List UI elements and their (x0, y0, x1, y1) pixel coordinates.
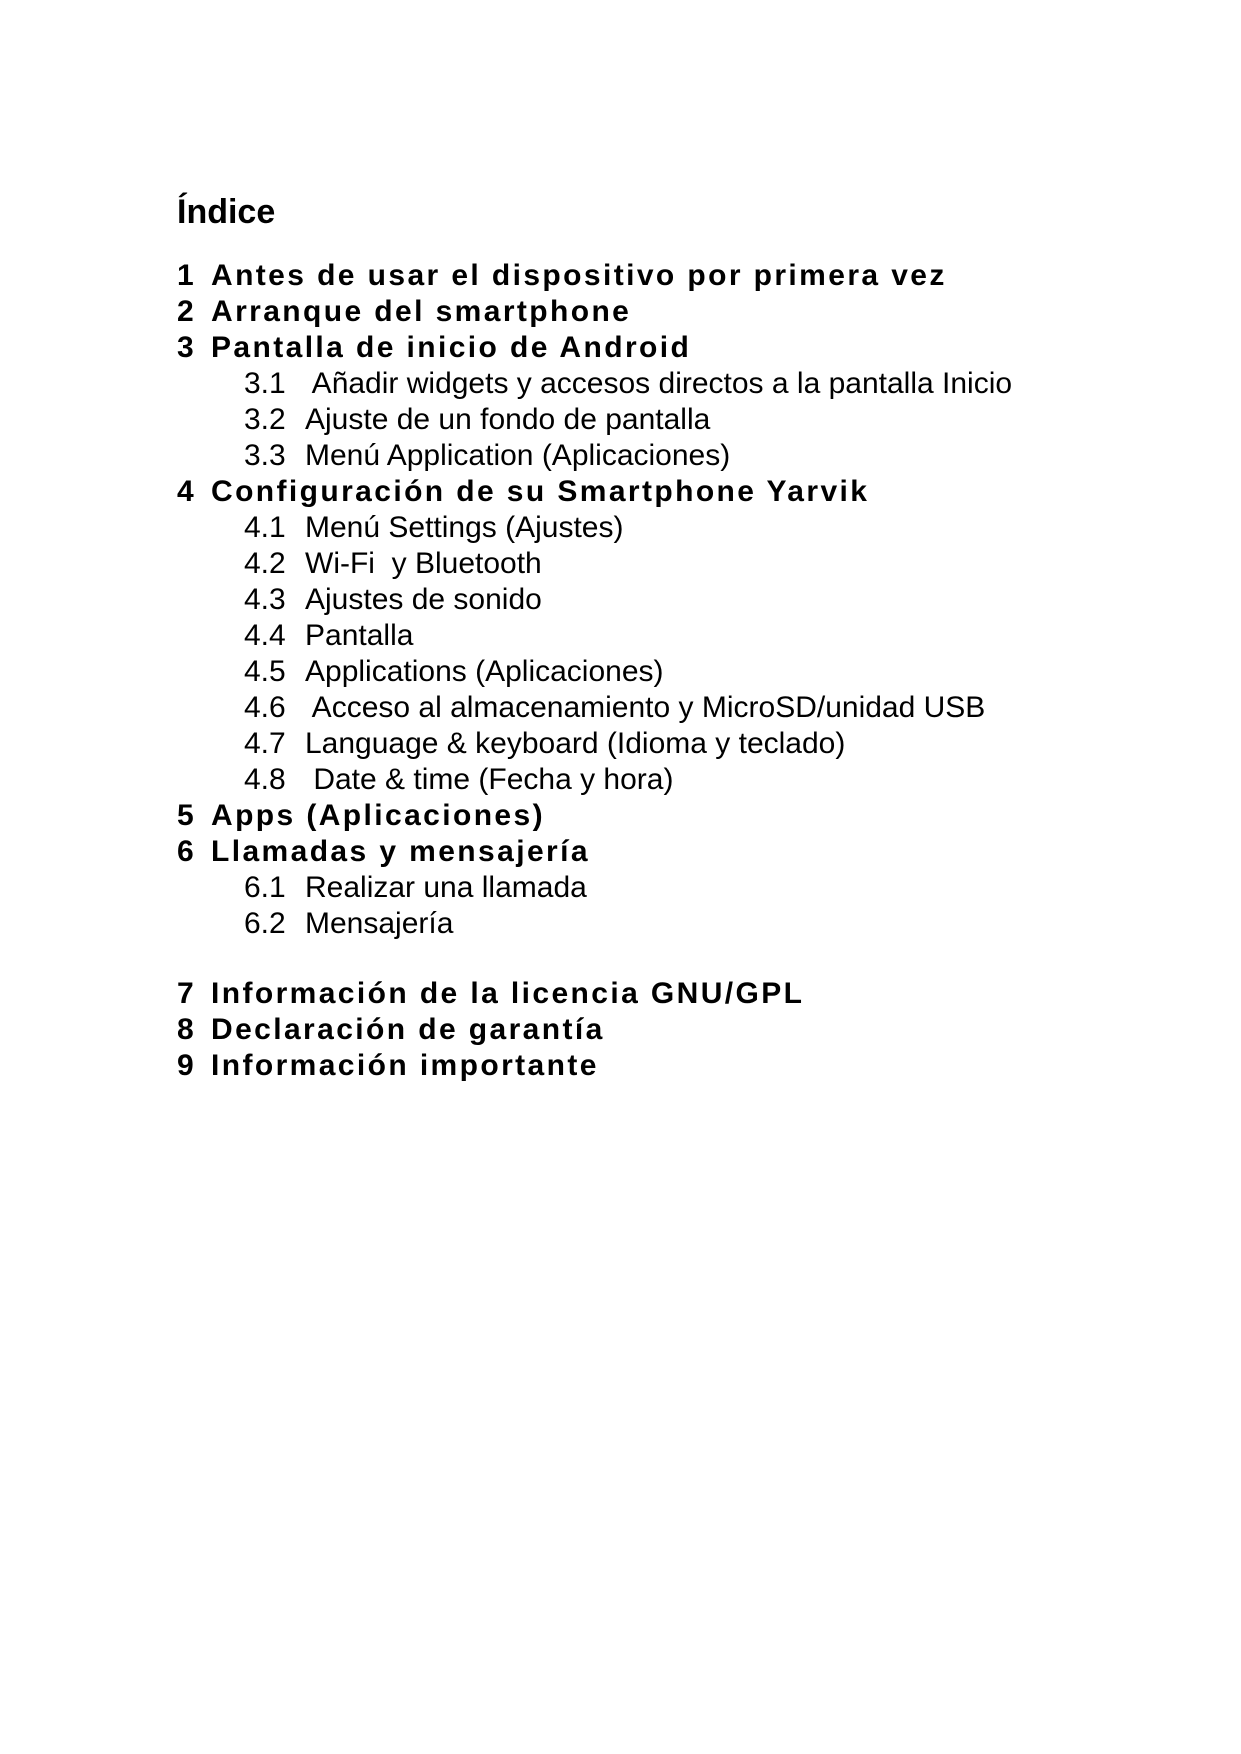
toc-entry-number: 9 (177, 1049, 197, 1082)
table-of-contents (177, 258, 1012, 1084)
toc-entry-number: 3.3 (244, 439, 286, 472)
toc-entry-title: Language & keyboard (Idioma y teclado) (305, 727, 846, 760)
toc-entry-number: 4.1 (244, 511, 286, 544)
toc-entry-title: Wi-Fi y Bluetooth (305, 547, 542, 580)
toc-section-entry (177, 690, 1012, 726)
toc-section-entry (177, 870, 1012, 906)
toc-entry-number: 4.4 (244, 619, 286, 652)
toc-section-entry (177, 726, 1012, 762)
toc-chapter-entry (177, 1048, 1012, 1084)
toc-entry-number: 3.1 (244, 367, 286, 400)
toc-section-entry (177, 654, 1012, 690)
toc-entry-title: Pantalla de inicio de Android (211, 331, 692, 364)
toc-chapter-entry (177, 1012, 1012, 1048)
toc-entry-number: 4.3 (244, 583, 286, 616)
toc-entry-title: Información de la licencia GNU/GPL (211, 977, 805, 1010)
toc-entry-title: Mensajería (305, 907, 454, 940)
toc-entry-number: 3.2 (244, 403, 286, 436)
toc-section-entry (177, 438, 1012, 474)
toc-entry-number: 4.2 (244, 547, 286, 580)
toc-entry-number: 2 (177, 295, 197, 328)
toc-entry-title: Realizar una llamada (305, 871, 587, 904)
toc-entry-title: Declaración de garantía (211, 1013, 605, 1046)
toc-entry-number: 7 (177, 977, 197, 1010)
toc-entry-title: Acceso al almacenamiento y MicroSD/unidad USB (305, 691, 986, 724)
toc-section-entry (177, 618, 1012, 654)
toc-entry-title: Menú Application (Aplicaciones) (305, 439, 731, 472)
toc-entry-number: 4.7 (244, 727, 286, 760)
toc-entry-title: Añadir widgets y accesos directos a la pantalla Inicio (305, 367, 1013, 400)
toc-entry-title: Date & time (Fecha y hora) (305, 763, 674, 796)
toc-entry-number: 5 (177, 799, 197, 832)
toc-chapter-entry (177, 798, 1012, 834)
toc-entry-title: Configuración de su Smartphone Yarvik (211, 475, 870, 508)
toc-entry-number: 6.1 (244, 871, 286, 904)
toc-entry-title: Ajuste de un fondo de pantalla (305, 403, 711, 436)
toc-section-entry (177, 762, 1012, 798)
toc-chapter-entry (177, 976, 1012, 1012)
toc-entry-number: 4.8 (244, 763, 286, 796)
toc-entry-number: 6.2 (244, 907, 286, 940)
toc-entry-title: Información importante (211, 1049, 599, 1082)
page-title: Índice (177, 193, 276, 231)
toc-entry-title: Apps (Aplicaciones) (211, 799, 545, 832)
toc-entry-number: 4.5 (244, 655, 286, 688)
toc-entry-title: Menú Settings (Ajustes) (305, 511, 624, 544)
toc-section-entry (177, 510, 1012, 546)
toc-section-entry (177, 402, 1012, 438)
toc-entry-number: 4 (177, 475, 197, 508)
toc-entry-title: Applications (Aplicaciones) (305, 655, 664, 688)
toc-chapter-entry (177, 474, 1012, 510)
toc-entry-number: 6 (177, 835, 197, 868)
toc-chapter-entry (177, 330, 1012, 366)
toc-entry-title: Llamadas y mensajería (211, 835, 590, 868)
toc-entry-title: Ajustes de sonido (305, 583, 542, 616)
toc-section-entry (177, 582, 1012, 618)
toc-chapter-entry (177, 294, 1012, 330)
toc-entry-number: 1 (177, 259, 197, 292)
toc-entry-title: Antes de usar el dispositivo por primera vez (211, 259, 947, 292)
toc-chapter-entry (177, 258, 1012, 294)
toc-chapter-entry (177, 834, 1012, 870)
toc-section-entry (177, 366, 1012, 402)
toc-section-entry (177, 906, 1012, 942)
toc-entry-number: 3 (177, 331, 197, 364)
toc-entry-number: 4.6 (244, 691, 286, 724)
toc-section-entry (177, 546, 1012, 582)
toc-entry-number: 8 (177, 1013, 197, 1046)
toc-entry-title: Pantalla (305, 619, 414, 652)
toc-entry-title: Arranque del smartphone (211, 295, 632, 328)
